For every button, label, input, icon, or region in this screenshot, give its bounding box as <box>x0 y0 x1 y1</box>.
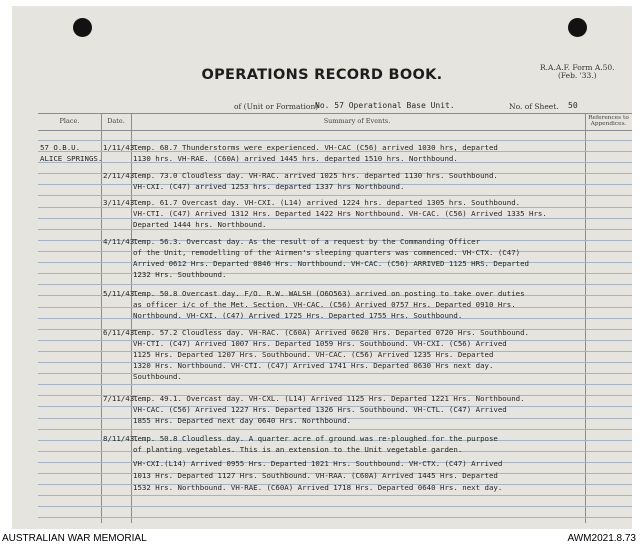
entry-line: 1232 Hrs. Southbound. <box>133 270 227 279</box>
entry-line: of planting vegetables. This is an extension to the Unit vegetable garden. <box>133 445 463 454</box>
ruled-line <box>38 429 632 430</box>
ruled-line <box>38 495 632 496</box>
entry-line: VH-CXI.(L14) Arrived 0955 Hrs. Departed 1021 Hrs. Southbound. VH-CTX. (C47) Arrived <box>133 459 503 468</box>
entry-line: VH-CTI. (C47) Arrived 1312 Hrs. Departed 1422 Hrs Northbound. VH-CAC. (C56) Arrived 1335 Hrs. <box>133 209 547 218</box>
entry-line: 1130 hrs. VH-RAE. (C60A) arrived 1445 hrs. departed 1510 hrs. Northbound. <box>133 154 458 163</box>
entry-date: 1/11/43. <box>103 143 139 152</box>
entry-date: 8/11/43. <box>103 434 139 443</box>
ruled-line <box>38 195 632 196</box>
entry-line: Northbound. VH-CXI. (C47) Arrived 1725 Hrs. Departed 1755 Hrs. Southbound. <box>133 311 463 320</box>
footer-accession-number: AWM2021.8.73 <box>567 533 636 544</box>
header-date: Date. <box>107 117 125 125</box>
entry-date: 2/11/43. <box>103 171 139 180</box>
entry-line: Temp. 57.2 Cloudless day. VH-RAC. (C60A) Arrived 0620 Hrs. Departed 0720 Hrs. Southbound. <box>133 328 530 337</box>
entry-line: as officer i/c of the Met. Section. VH-CAC. (C56) Arrived 0757 Hrs. Departed 0910 Hrs. <box>133 300 516 309</box>
header-references: References to Appendices. <box>588 115 629 127</box>
header-place: Place. <box>59 117 80 125</box>
sheet-label: No. of Sheet. <box>509 102 559 111</box>
ruled-line <box>38 373 632 374</box>
entry-line: VH-CXI. (C47) arrived 1253 hrs. departed 1337 hrs Northbound. <box>133 182 405 191</box>
entry-line: Temp. 50.8 Overcast day. F/O. R.W. WALSH (O6O563) arrived on posting to take over duties <box>133 289 525 298</box>
column-header-row <box>38 113 632 131</box>
ruled-line <box>38 384 632 385</box>
entry-line: 1532 Hrs. Northbound. VH-RAE. (C60A) Arrived 1718 Hrs. Departed 0640 Hrs. next day. <box>133 483 503 492</box>
punch-hole-right <box>568 18 587 37</box>
ruled-line <box>38 229 632 230</box>
entry-line: Southbound. <box>133 372 182 381</box>
entry-line: 1125 Hrs. Departed 1207 Hrs. Southbound. VH-CAC. (C56) Arrived 1235 Hrs. Departed <box>133 350 494 359</box>
ruled-line <box>38 284 632 285</box>
unit-label: of (Unit or Formation) <box>234 102 319 111</box>
entry-line: Temp. 56.3. Overcast day. As the result of a request by the Commanding Officer <box>133 237 481 246</box>
entry-line: 1013 Hrs. Departed 1127 Hrs. Southbound. VH-RAA. (C60A) Arrived 1445 Hrs. Departed <box>133 471 498 480</box>
place-line-1: 57 O.B.U. <box>40 143 81 152</box>
punch-hole-left <box>73 18 92 37</box>
entry-line: Temp. 50.8 Cloudless day. A quarter acre of ground was re-ploughed for the purpose <box>133 434 498 443</box>
entry-line: 1320 Hrs. Northbound. VH-CTI. (C47) Arrived 1741 Hrs. Departed 0630 Hrs next day. <box>133 361 494 370</box>
entry-line: VH-CAC. (C56) Arrived 1227 Hrs. Departed 1326 Hrs. Southbound. VH-CTL. (C47) Arrived <box>133 405 507 414</box>
entry-line: Arrived 0612 Hrs. Departed 0846 Hrs. Northbound. VH-CAC. (C56) ARRIVED 1125 HRS. Departed <box>133 259 530 268</box>
form-reference-line1: R.A.A.F. Form A.50. <box>540 63 615 72</box>
form-reference-line2: (Feb. '33.) <box>557 71 597 80</box>
entry-line: 1855 Hrs. Departed next day 0640 Hrs. Northbound. <box>133 416 352 425</box>
entry-date: 6/11/43. <box>103 328 139 337</box>
entry-date: 7/11/43. <box>103 394 139 403</box>
entry-line: of the Unit, remodelling of the Airmen's sleeping quarters was commenced. VH-CTX. (C47) <box>133 248 521 257</box>
unit-value: No. 57 Operational Base Unit. <box>315 101 455 110</box>
entry-line: Temp. 73.0 Cloudless day. VH-RAC. arrived 1025 hrs. departed 1130 hrs. Southbound. <box>133 171 498 180</box>
ruled-line <box>38 273 632 274</box>
page-title: OPERATIONS RECORD BOOK. <box>201 67 443 83</box>
entry-date: 4/11/43. <box>103 237 139 246</box>
sheet-number: 50 <box>568 101 578 110</box>
ruled-line <box>38 506 632 507</box>
entry-date: 3/11/43. <box>103 198 139 207</box>
entry-line: Temp. 49.1. Overcast day. VH-CXL. (L14) Arrived 1125 Hrs. Departed 1221 Hrs. Northbound. <box>133 394 525 403</box>
header-summary: Summary of Events. <box>323 117 391 125</box>
ruled-line <box>38 517 632 518</box>
ruled-line <box>38 140 632 141</box>
entry-line: Departed 1444 hrs. Northbound. <box>133 220 267 229</box>
place-line-2: ALICE SPRINGS. <box>40 154 103 163</box>
entry-line: Temp. 68.7 Thunderstorms were experienced. VH-CAC (C56) arrived 1030 hrs, departed <box>133 143 498 152</box>
form-reference <box>540 64 615 80</box>
entry-line: Temp. 61.7 Overcast day. VH-CXI. (L14) arrived 1224 hrs. departed 1305 hrs. Southbound. <box>133 198 521 207</box>
entry-date: 5/11/43. <box>103 289 139 298</box>
footer-credit: AUSTRALIAN WAR MEMORIAL <box>2 533 147 544</box>
entry-line: VH-CTI. (C47) Arrived 1007 Hrs. Departed 1059 Hrs. Southbound. VH-CXI. (C56) Arrived <box>133 339 507 348</box>
